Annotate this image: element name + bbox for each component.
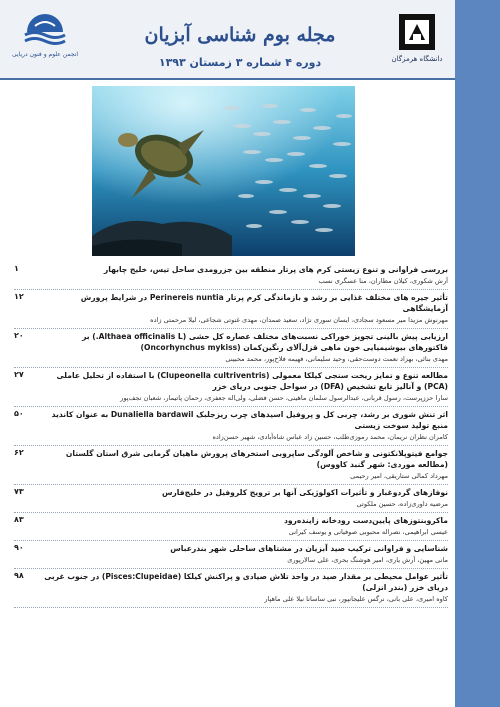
society-logo-caption: انجمن علوم و فنون دریایی (11, 51, 79, 58)
toc-entry[interactable] (14, 329, 448, 368)
toc-entry-title[interactable]: ماکروبنتوزهای پایین‌دست رودخانه زاینده‌رود (283, 516, 448, 525)
toc-entry-page: ۲۰ (14, 331, 24, 340)
toc-entry-title[interactable]: تأثیر جیره های مختلف غذایی بر رشد و بازماندگی کرم پرتار Perinereis nuntia در شرایط پرورش آزمایشگاهی (80, 293, 448, 313)
toc-entry[interactable] (14, 485, 448, 513)
toc-entry-page: ۱ (14, 264, 19, 273)
toc-entry[interactable] (14, 368, 448, 407)
toc-entry-title[interactable]: ارزیابی پیش بالینی تجویز خوراکی نسبت‌های مختلف عصاره کل حشی (Althaea officinalis L.) بر فاکتورهای بیوشیمیایی خون ماهی قزل‌آلای رنگین‌کمان (Oncorhynchus mykiss) (82, 332, 448, 352)
sea-turtle-photo (92, 86, 355, 256)
toc-entry[interactable] (14, 290, 448, 329)
toc-entry-page: ۹۸ (14, 571, 24, 580)
toc-entry-authors: آرش شکوری، کیلان مطاران، منا عسگری نسب (318, 277, 448, 285)
toc-entry[interactable] (14, 446, 448, 485)
toc-entry-authors: کاوه امیری، علی بانی، نرگس علیجانپور، نبی ساسانا نیلا علی ماهپار (264, 595, 448, 603)
sea-turtle-and-fish-school-photo (92, 86, 355, 256)
toc-entry-authors: عیسی ابراهیمی، نصراله محبوبی صوفیانی و یوسف کیرانی (288, 528, 448, 536)
journal-title: مجله بوم شناسی آبزیان (144, 24, 336, 46)
toc-entry-title[interactable]: بررسی فراوانی و تنوع زیستی کرم های پرتار منطقه بین جزرومدی ساحل تیس، خلیج چابهار (103, 265, 448, 274)
toc-entry-page: ۸۳ (14, 515, 24, 524)
toc-entry-title[interactable]: جوامع فیتوپلانکتونی و شاخص آلودگی ساپروبی استخرهای پرورش ماهیان گرمابی شرق استان گلستان (مطالعه موردی: شهر گنبد کاووس) (65, 449, 448, 469)
toc-entry[interactable] (14, 541, 448, 569)
toc-entry-title[interactable]: شناسایی و فراوانی ترکیب صید آبزیان در مشتاهای ساحلی شهر بندرعباس (170, 544, 448, 553)
university-logo-caption: دانشگاه هرمزگان (391, 55, 443, 63)
toc-entry-authors: مهدی بنائی، بهزاد نعمت دوست‌حقی، وحید سلیمانی، فهیمه فلاح‌پور، محمد محبینی (225, 355, 448, 363)
society-logo (10, 8, 80, 76)
toc-entry-authors: مرضیه داوری‌زاده، حسین ملکوتی (356, 500, 448, 508)
toc-entry-page: ۶۲ (14, 448, 24, 457)
toc-entry-page: ۵۰ (14, 409, 24, 418)
toc-entry-page: ۷۳ (14, 487, 24, 496)
university-logo (385, 12, 449, 74)
university-emblem-icon (397, 12, 437, 52)
waves-logo-icon (23, 8, 67, 48)
toc-entry[interactable] (14, 407, 448, 446)
cover-side-stripe (455, 0, 500, 707)
toc-entry-page: ۲۷ (14, 370, 24, 379)
toc-entry-title[interactable]: اثر تنش شوری بر رشد، چربی کل و پروفیل اسیدهای چرب ریزجلبک Dunaliella bardawil به عنوان کاندید منبع تولید سوخت زیستی (51, 410, 448, 430)
toc-entry-authors: کامران نظران نریمان، محمد رموزی‌طلب، حسین زاد عباس شاه‌آبادی، شهیر حسن‌زاده (212, 433, 448, 441)
toc-entry-authors: مهرداد کمالی ستاریقی، امیر رحیمی (350, 472, 448, 480)
journal-issue: دوره ۴ شماره ۳ زمستان ۱۳۹۳ (158, 56, 322, 69)
toc-entry-authors: سارا حززپرست، رسول قربانی، عبدالرسول سلمان ماهینی، حسن فضلی، ولی‌اله جعفری، رحمان پاتیمار، شعبان نجف‌پور (120, 394, 448, 402)
table-of-contents (14, 262, 448, 608)
toc-entry-title[interactable]: تأثیر عوامل محیطی بر مقدار صید در واحد تلاش صیادی و پراکنش کیلکا (Pisces:Clupeidae) در جنوب غربی دریای خزر (بندر انزلی) (44, 572, 448, 592)
toc-entry-page: ۹۰ (14, 543, 24, 552)
toc-entry-authors: مانی مهین، آرش یاری، امیر هوشنگ بحری، علی سالارپوری (287, 556, 448, 564)
toc-entry[interactable] (14, 569, 448, 608)
toc-entry[interactable] (14, 262, 448, 290)
cover-header (0, 0, 455, 80)
toc-entry-title[interactable]: نوفازهای گردوغبار و تأثیرات اکولوژیکی آنها بر ترویج کلروفیل در خلیج‌فارس (161, 488, 448, 497)
toc-entry[interactable] (14, 513, 448, 541)
toc-entry-page: ۱۲ (14, 292, 24, 301)
toc-entry-authors: مهرنوش مزیدا میر مسعود سجادی، ایسان سوری نژاد، سعید صمدان، مهدی غنوتی شجاعی، لیلا مرحمتی زاده (150, 316, 448, 324)
toc-entry-title[interactable]: مطالعه تنوع و تمایز ریخت سنجی کیلکا معمولی (Clupeonella cultriventris) با استفاده از تحلیل عاملی (PCA) و آنالیز تابع تشخیص (DFA) در سواحل جنوبی دریای خزر (56, 371, 448, 391)
